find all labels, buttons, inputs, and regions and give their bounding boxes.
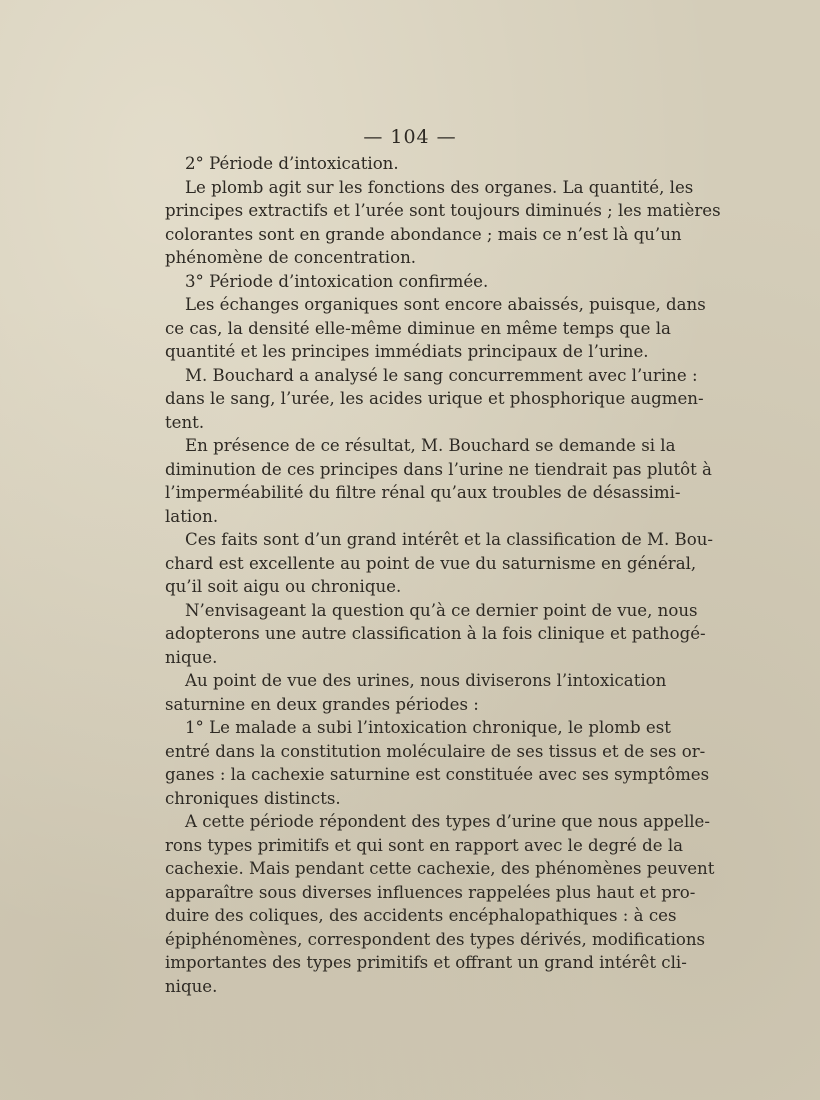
text-line: nique. <box>165 976 218 996</box>
text-line: lation. <box>165 506 219 526</box>
text-line: l’imperméabilité du filtre rénal qu’aux troubles de désassimi- <box>165 483 681 502</box>
text-line: Ces faits sont d’un grand intérêt et la classification de M. Bou- <box>185 530 713 549</box>
text-line: colorantes sont en grande abondance ; mais ce n’est là qu’un <box>165 224 682 244</box>
text-line: importantes des types primitifs et offrant un grand intérêt cli- <box>165 953 687 972</box>
text-line: N’envisageant la question qu’à ce dernier point de vue, nous <box>185 600 698 620</box>
text-line: 2° Période d’intoxication. <box>185 154 399 173</box>
text-line: épiphénomènes, correspondent des types dérivés, modifications <box>165 929 706 949</box>
text-line: apparaître sous diverses influences rappelées plus haut et pro- <box>165 882 696 902</box>
text-line: tent. <box>165 412 205 432</box>
text-line: M. Bouchard a analysé le sang concurremment avec l’urine : <box>185 365 698 385</box>
text-line: adopterons une autre classification à la fois clinique et pathogé- <box>165 624 706 643</box>
text-line: principes extractifs et l’urée sont toujours diminués ; les matières <box>165 201 721 220</box>
text-line: Au point de vue des urines, nous diviserons l’intoxication <box>185 671 667 690</box>
page-number: — 104 — <box>363 126 457 148</box>
text-line: ganes : la cachexie saturnine est constituée avec ses symptômes <box>165 765 710 784</box>
text-line: cachexie. Mais pendant cette cachexie, des phénomènes peuvent <box>165 859 715 878</box>
text-line: ce cas, la densité elle-même diminue en même temps que la <box>165 318 671 338</box>
text-line: chroniques distincts. <box>165 788 341 808</box>
text-line: saturnine en deux grandes périodes : <box>165 694 479 714</box>
text-line: Le plomb agit sur les fonctions des organes. La quantité, les <box>185 177 694 197</box>
text-line: chard est excellente au point de vue du saturnisme en général, <box>165 553 697 573</box>
text-line: dans le sang, l’urée, les acides urique et phosphorique augmen- <box>165 389 704 408</box>
text-line: En présence de ce résultat, M. Bouchard se demande si la <box>185 436 676 455</box>
text-line: rons types primitifs et qui sont en rapport avec le degré de la <box>165 835 684 855</box>
text-line: quantité et les principes immédiats principaux de l’urine. <box>165 342 649 361</box>
text-line: 3° Période d’intoxication confirmée. <box>185 271 489 291</box>
text-line: Les échanges organiques sont encore abaissés, puisque, dans <box>185 295 706 314</box>
text-line: A cette période répondent des types d’urine que nous appelle- <box>185 812 710 831</box>
text-line: duire des coliques, des accidents encéphalopathiques : à ces <box>165 906 677 925</box>
text-line: phénomène de concentration. <box>165 248 417 267</box>
text-line: nique. <box>165 647 218 667</box>
body-text <box>165 152 721 998</box>
text-line: diminution de ces principes dans l’urine ne tiendrait pas plutôt à <box>165 459 712 479</box>
text-line: entré dans la constitution moléculaire de ses tissus et de ses or- <box>165 741 706 761</box>
text-line: 1° Le malade a subi l’intoxication chronique, le plomb est <box>185 718 671 737</box>
text-line: qu’il soit aigu ou chronique. <box>165 577 402 596</box>
